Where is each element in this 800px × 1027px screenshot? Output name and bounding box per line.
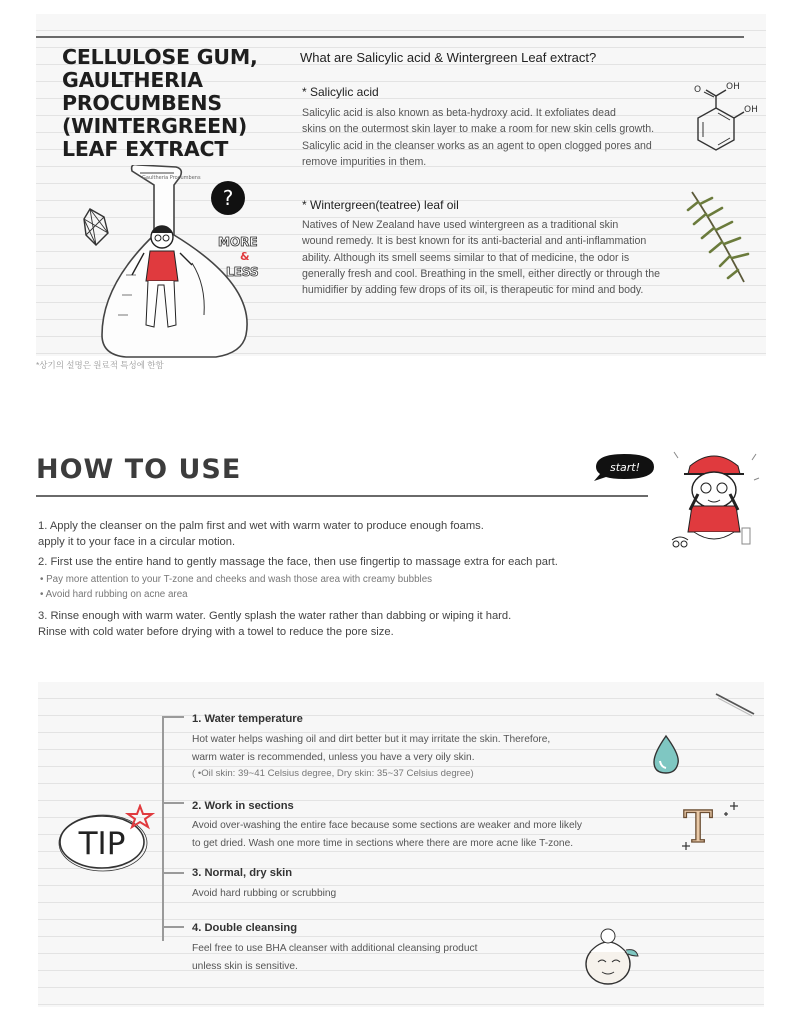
- ingredient-title-line: CELLULOSE GUM,: [62, 45, 258, 69]
- tip-4-text: Feel free to use BHA cleanser with additional cleansing product unless skin is sensitive.: [192, 943, 478, 972]
- salicylic-molecule-icon: [670, 80, 770, 170]
- ingredient-title-line: LEAF EXTRACT: [62, 137, 229, 161]
- panel-top-rule: [36, 36, 744, 38]
- water-drop-icon: [646, 733, 686, 777]
- wintergreen-heading: * Wintergreen(teatree) leaf oil: [302, 198, 459, 212]
- start-label: start!: [609, 461, 641, 474]
- start-speech-bubble-icon: [590, 451, 660, 483]
- question-bubble-icon: [208, 178, 248, 218]
- tip-1-text: Hot water helps washing oil and dirt better but it may irritate the skin. Therefore, warm water is recommended, unless you have a very oily skin.: [192, 734, 551, 763]
- tip-badge: [54, 804, 164, 874]
- relaxed-face-character-icon: [578, 926, 644, 988]
- oxygen-label: O: [694, 85, 702, 95]
- less-word: LESS: [226, 265, 259, 279]
- face-washing-character-icon: [668, 440, 760, 555]
- wintergreen-description: Natives of New Zealand have used wintergreen as a traditional skin wound remedy. It is best known for its anti-bacterial and anti-inflammation ability. Although its smell seems similar to that of medicine, the odor is generally fresh and cool. Breathing in the smell, either directly or through the humidifier by adding few drops of its oil, is therapeutic for mind and body.: [302, 219, 661, 297]
- step-1: 1. Apply the cleanser on the palm first and wet with warm water to produce enough foams. apply it to your face in a circular motion.: [38, 520, 484, 548]
- timeline-tick: [162, 926, 184, 928]
- how-to-use-title: HOW TO USE: [36, 454, 242, 485]
- tip-3-text: Avoid hard rubbing or scrubbing: [192, 888, 337, 899]
- ring-oh-label: OH: [744, 105, 758, 115]
- step-2-bullet: • Avoid hard rubbing on acne area: [40, 589, 188, 600]
- tip-1-heading: 1. Water temperature: [192, 713, 303, 725]
- more-word: MORE: [218, 235, 258, 249]
- timeline-tick: [162, 872, 184, 874]
- ampersand: &: [240, 250, 250, 263]
- tip-3-heading: 3. Normal, dry skin: [192, 867, 293, 879]
- salicylic-heading: * Salicylic acid: [302, 85, 379, 99]
- tip-4-heading: 4. Double cleansing: [192, 922, 298, 934]
- how-to-use-rule: [36, 495, 648, 497]
- more-less-doodle: [214, 230, 278, 282]
- footnote: *상기의 설명은 원료적 특성에 한함: [36, 360, 164, 370]
- t-letter: T: [683, 802, 713, 853]
- acid-oh-label: OH: [726, 82, 740, 92]
- flask-label: Gaultheria Procumbens: [142, 175, 201, 181]
- question-title: What are Salicylic acid & Wintergreen Leaf extract?: [300, 50, 597, 65]
- tip-1-note: ( •Oil skin: 39~41 Celsius degree, Dry skin: 35~37 Celsius degree): [192, 768, 474, 779]
- step-2: 2. First use the entire hand to gently massage the face, then use fingertip to massage extra for each part.: [38, 556, 558, 568]
- ingredient-title-line: PROCUMBENS: [62, 91, 222, 115]
- tip-2-heading: 2. Work in sections: [192, 800, 294, 812]
- tip-label: TIP: [78, 826, 126, 862]
- timeline-tick: [162, 802, 184, 804]
- t-zone-letter-icon: [678, 798, 744, 856]
- wintergreen-sprig-icon: [682, 188, 756, 286]
- tip-2-text: Avoid over-washing the entire face because some sections are weaker and more likely to get dried. Wash one more time in sections where there are more acne like T-zone.: [192, 820, 582, 849]
- ingredient-title: [62, 46, 282, 161]
- timeline-tick: [162, 716, 184, 718]
- salicylic-description: Salicylic acid is also known as beta-hydroxy acid. It exfoliates dead skins on the outermost skin layer to make a room for new skin cells growth. Salicylic acid in the cleanser works as an agent to open clogged pores and remove impurities in them.: [302, 107, 655, 168]
- page-corner-clip-icon: [712, 690, 758, 718]
- step-2-bullet: • Pay more attention to your T-zone and cheeks and wash those area with creamy bubbles: [40, 574, 433, 585]
- step-3: 3. Rinse enough with warm water. Gently splash the water rather than dabbing or wiping it hard. Rinse with cold water before drying with a towel to reduce the pore size.: [38, 610, 512, 638]
- question-mark: ?: [222, 186, 234, 210]
- ingredient-title-line: GAULTHERIA: [62, 68, 203, 92]
- ingredient-title-line: (WINTERGREEN): [62, 114, 248, 138]
